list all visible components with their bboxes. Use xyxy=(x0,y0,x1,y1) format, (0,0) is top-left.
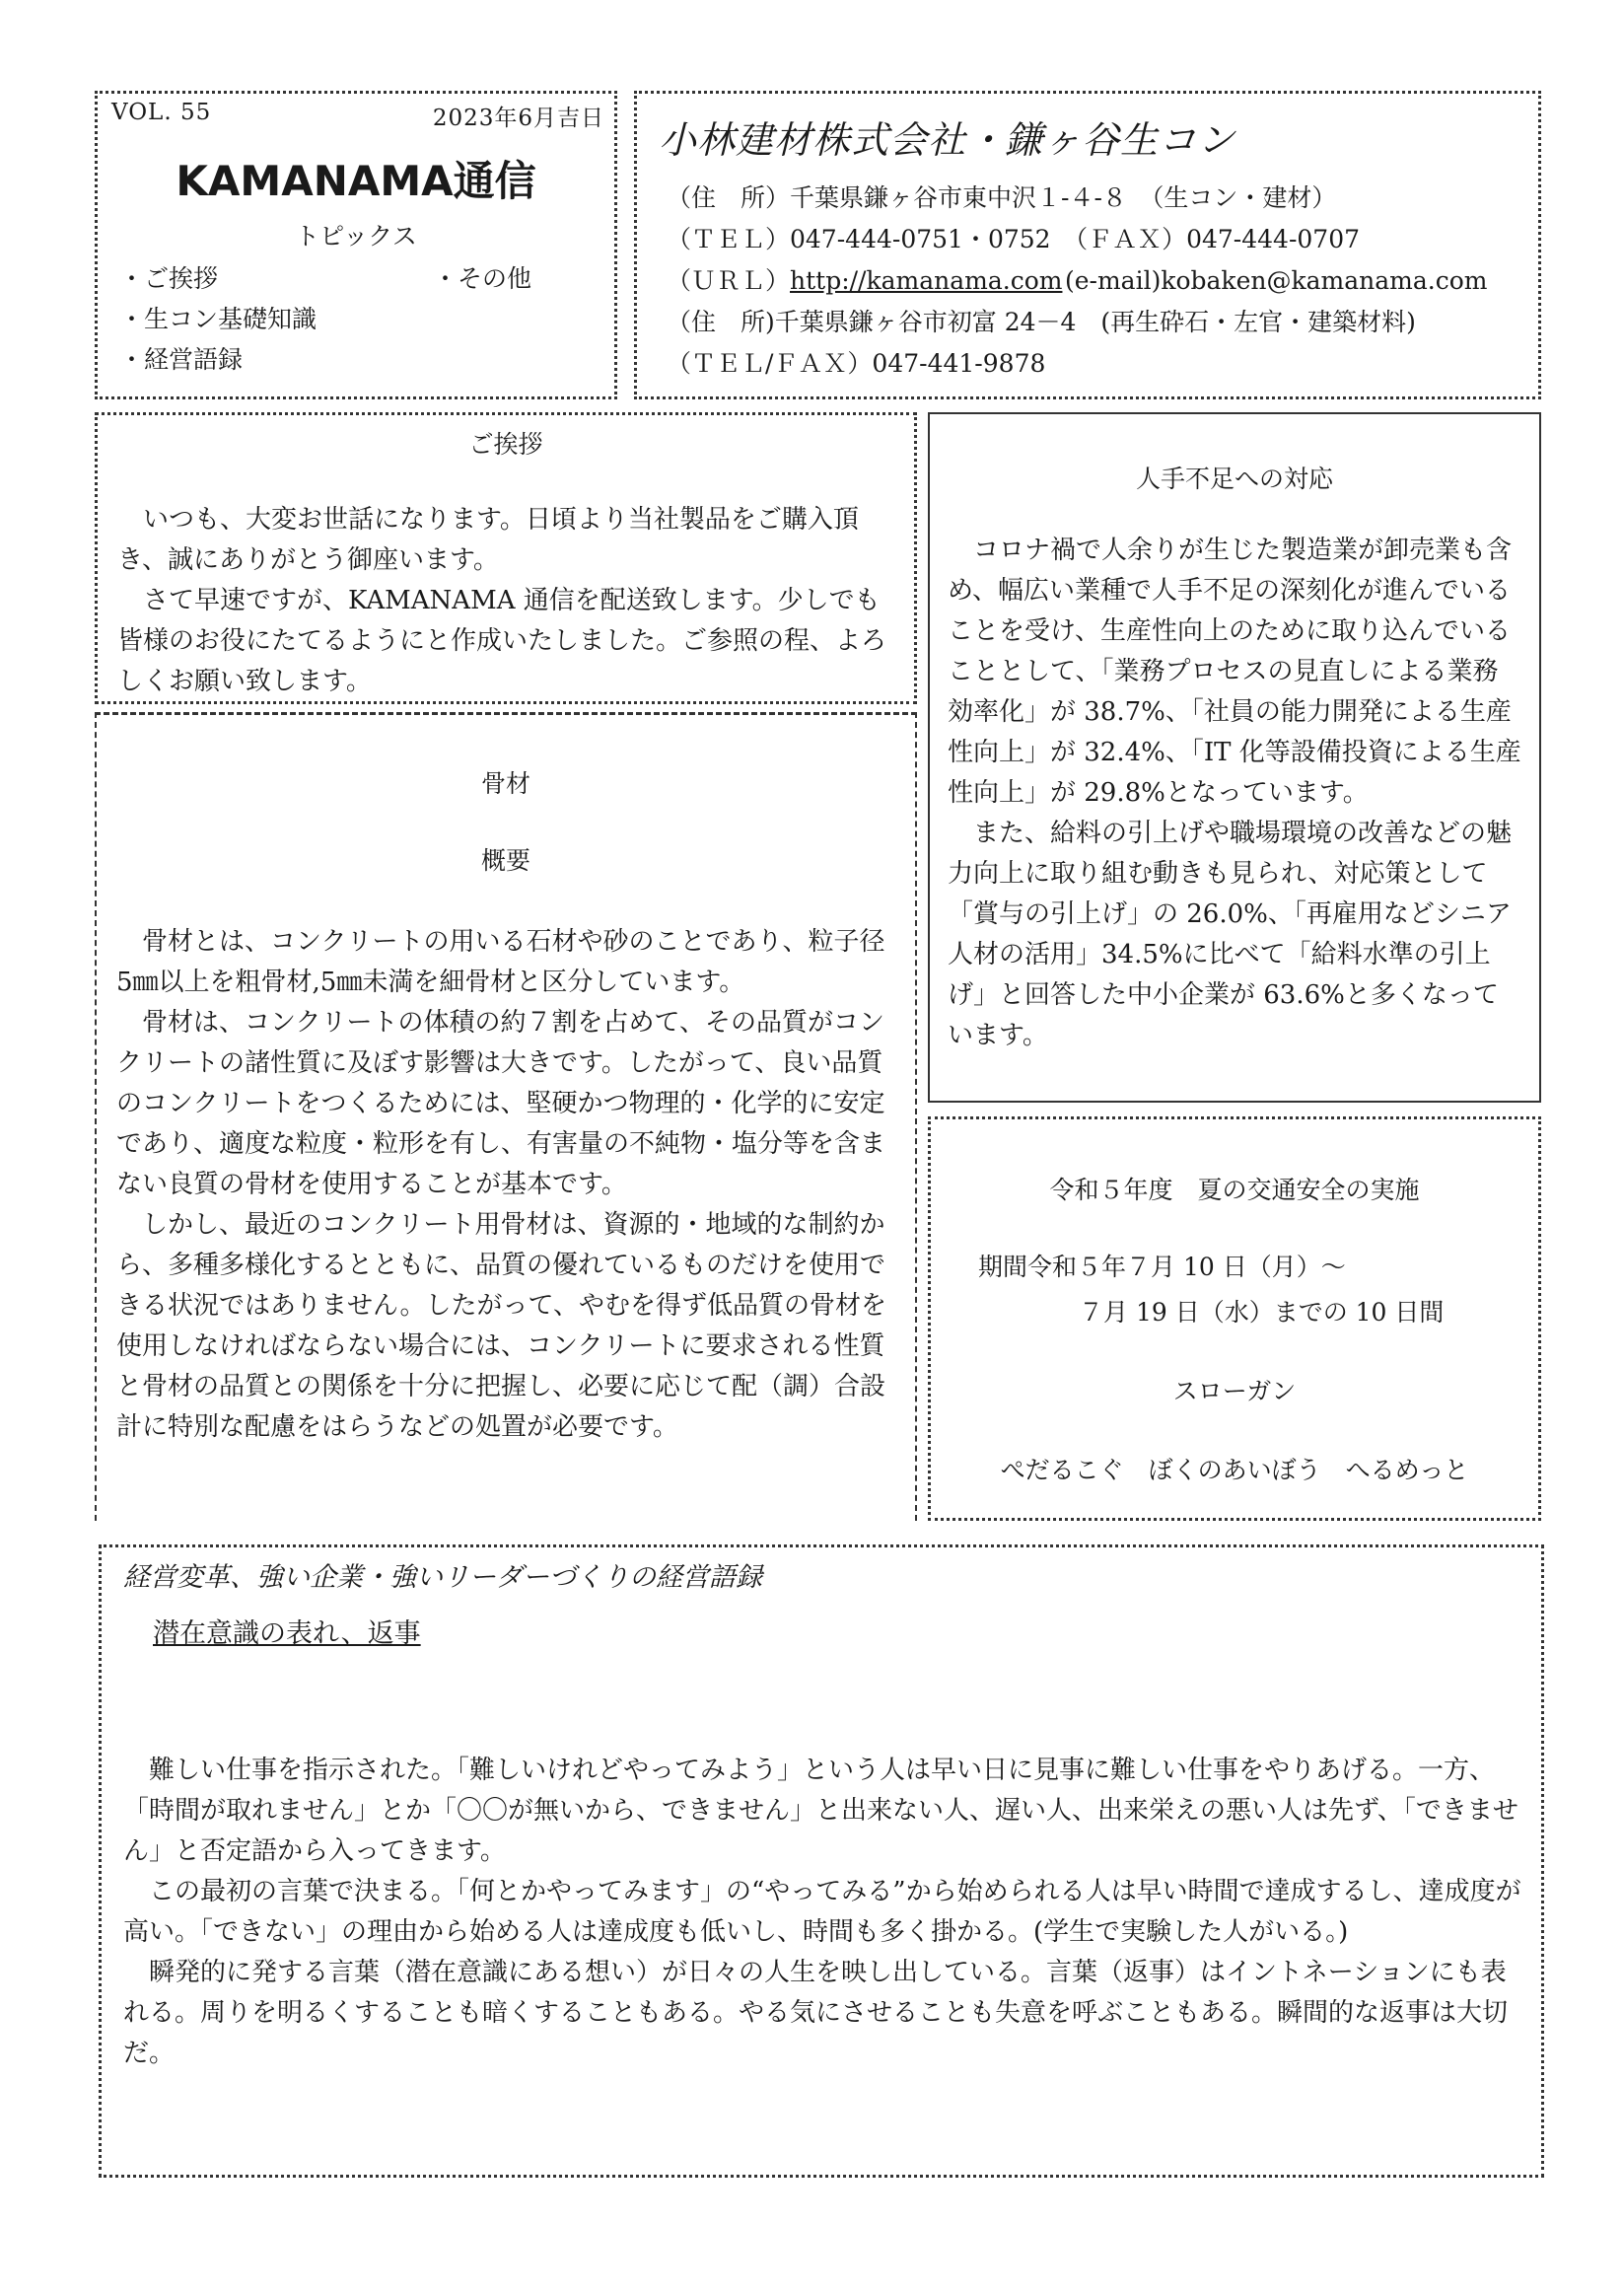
company-name: 小林建材株式会社・鎌ヶ谷生コン xyxy=(659,118,1236,162)
issue-date: 2023年6月吉日 xyxy=(432,106,604,131)
management-paragraph: 瞬発的に発する言葉（潜在意識にある想い）が日々の人生を映し出している。言葉（返事）はイントネーションにも表れる。周りを明るくすることも暗くすることもある。やる気にさせることも失意を呼ぶこともある。瞬間的な返事は大切だ。 xyxy=(123,1958,1509,2068)
email-text: (e-mail)kobaken@kamanama.com xyxy=(1064,266,1488,295)
labor-body xyxy=(948,531,1523,1056)
aggregate-paragraph: しかし、最近のコンクリート用骨材は、資源的・地域的な制約から、多種多様化するとともに、品質の優れているものだけを使用できる状況ではありません。したがって、やむを得ず低品質の骨材を使用しなければならない場合には、コンクリートに要求される性質と骨材の品質との関係を十分に把握し、必要に応じて配（調）合設計に特別な配慮をはらうなどの処置が必要です。 xyxy=(116,1210,887,1442)
greeting-paragraph: さて早速ですが、KAMANAMA 通信を配送致します。少しでも皆様のお役にたてるようにと作成いたしました。ご参照の程、よろしくお願い致します。 xyxy=(117,586,887,696)
greeting-paragraph: いつも、大変お世話になります。日頃より当社製品をご購入頂き、誠にありがとう御座います。 xyxy=(117,505,859,575)
newsletter-title: KAMANAMA通信 xyxy=(176,157,536,205)
labor-shortage-section xyxy=(928,412,1541,1103)
greeting-heading: ご挨拶 xyxy=(468,430,543,459)
management-title: 経営変革、強い企業・強いリーダーづくりの経営語録 xyxy=(123,1562,762,1593)
topic-item: ・ご挨拶 xyxy=(119,264,219,293)
aggregate-section xyxy=(95,712,917,1521)
management-subtitle: 潜在意識の表れ、返事 xyxy=(153,1618,421,1649)
url-label: （ＵＲＬ） xyxy=(667,266,791,295)
traffic-heading: 令和５年度 夏の交通安全の実施 xyxy=(1049,1176,1420,1204)
company-box xyxy=(634,91,1541,399)
management-paragraph: この最初の言葉で決まる。「何とかやってみます」の“やってみる”から始められる人は早い時間で達成するし、達成度が高い。「できない」の理由から始める人は達成度も低いし、時間も多く掛かる。(学生で実験した人がいる。) xyxy=(123,1877,1521,1947)
aggregate-paragraph: 骨材とは、コンクリートの用いる石材や砂のことであり、粒子径5㎜以上を粗骨材,5㎜未満を細骨材と区分しています。 xyxy=(116,927,885,997)
topic-item: ・生コン基礎知識 xyxy=(119,305,318,333)
management-section xyxy=(99,1544,1544,2178)
address-line: （住 所）千葉県鎌ヶ谷市東中沢１‐４‐８ （生コン・建材） xyxy=(667,183,1337,212)
management-body xyxy=(123,1751,1523,2074)
greeting-section xyxy=(95,412,917,704)
traffic-safety-section xyxy=(928,1116,1541,1521)
traffic-period-end: ７月 19 日（水）までの 10 日間 xyxy=(1079,1298,1445,1327)
website-link[interactable]: http://kamanama.com xyxy=(790,266,1063,295)
issue-row xyxy=(111,100,604,132)
topics-heading: トピックス xyxy=(295,222,417,251)
management-paragraph: 難しい仕事を指示された。「難しいけれどやってみよう」という人は早い日に見事に難しい仕事をやりあげる。一方、「時間が取れません」とか「〇〇が無いから、できません」と出来ない人、遅い人、出来栄えの悪い人は先ず、「できません」と否定語から入ってきます。 xyxy=(123,1756,1518,1866)
address-line-2: （住 所)千葉県鎌ヶ谷市初富 24－4 (再生砕石・左官・建築材料) xyxy=(667,308,1416,336)
topic-item: ・経営語録 xyxy=(119,345,244,374)
volume-number: VOL. 55 xyxy=(111,100,212,125)
masthead-box xyxy=(95,91,617,399)
topic-item: ・その他 xyxy=(433,264,532,293)
slogan-heading: スローガン xyxy=(1172,1377,1297,1405)
labor-paragraph: コロナ禍で人余りが生じた製造業が卸売業も含め、幅広い業種で人手不足の深刻化が進んでいることを受け、生産性向上のために取り込んでいることとして、「業務プロセスの見直しによる業務効率化」が 38.7%、「社員の能力開発による生産性向上」が 32.4%、「IT 化等設備投資による生産性向上」が 29.8%となっています。 xyxy=(948,536,1521,808)
aggregate-paragraph: 骨材は、コンクリートの体積の約７割を占めて、その品質がコンクリートの諸性質に及ぼす影響は大きです。したがって、良い品質のコンクリートをつくるためには、堅硬かつ物理的・化学的に安定であり、適度な粒度・粒形を有し、有害量の不純物・塩分等を含まない良質の骨材を使用することが基本です。 xyxy=(116,1008,886,1199)
slogan-text: ぺだるこぐ ぼくのあいぼう へるめっと xyxy=(1000,1456,1469,1484)
labor-paragraph: また、給料の引上げや職場環境の改善などの魅力向上に取り組む動きも見られ、対応策として「賞与の引上げ」の 26.0%、「再雇用などシニア人材の活用」34.5%に比べて「給料水準の引上げ」と回答した中小企業が 63.6%と多くなっています。 xyxy=(948,819,1513,1050)
labor-heading: 人手不足への対応 xyxy=(1135,465,1333,493)
greeting-body xyxy=(117,500,896,702)
telfax-line-2: （ＴＥＬ/ＦＡＸ）047‐441‐9878 xyxy=(667,349,1046,378)
aggregate-body xyxy=(116,922,897,1448)
url-line xyxy=(667,261,1487,297)
aggregate-heading: 骨材 xyxy=(480,769,530,798)
tel-fax-line: （ＴＥＬ）047‐444‐0751・0752 （ＦＡＸ）047‐444‐0707 xyxy=(667,225,1361,253)
traffic-period-start: 期間令和５年７月 10 日（月）～ xyxy=(978,1253,1346,1281)
aggregate-subheading: 概要 xyxy=(480,846,530,875)
